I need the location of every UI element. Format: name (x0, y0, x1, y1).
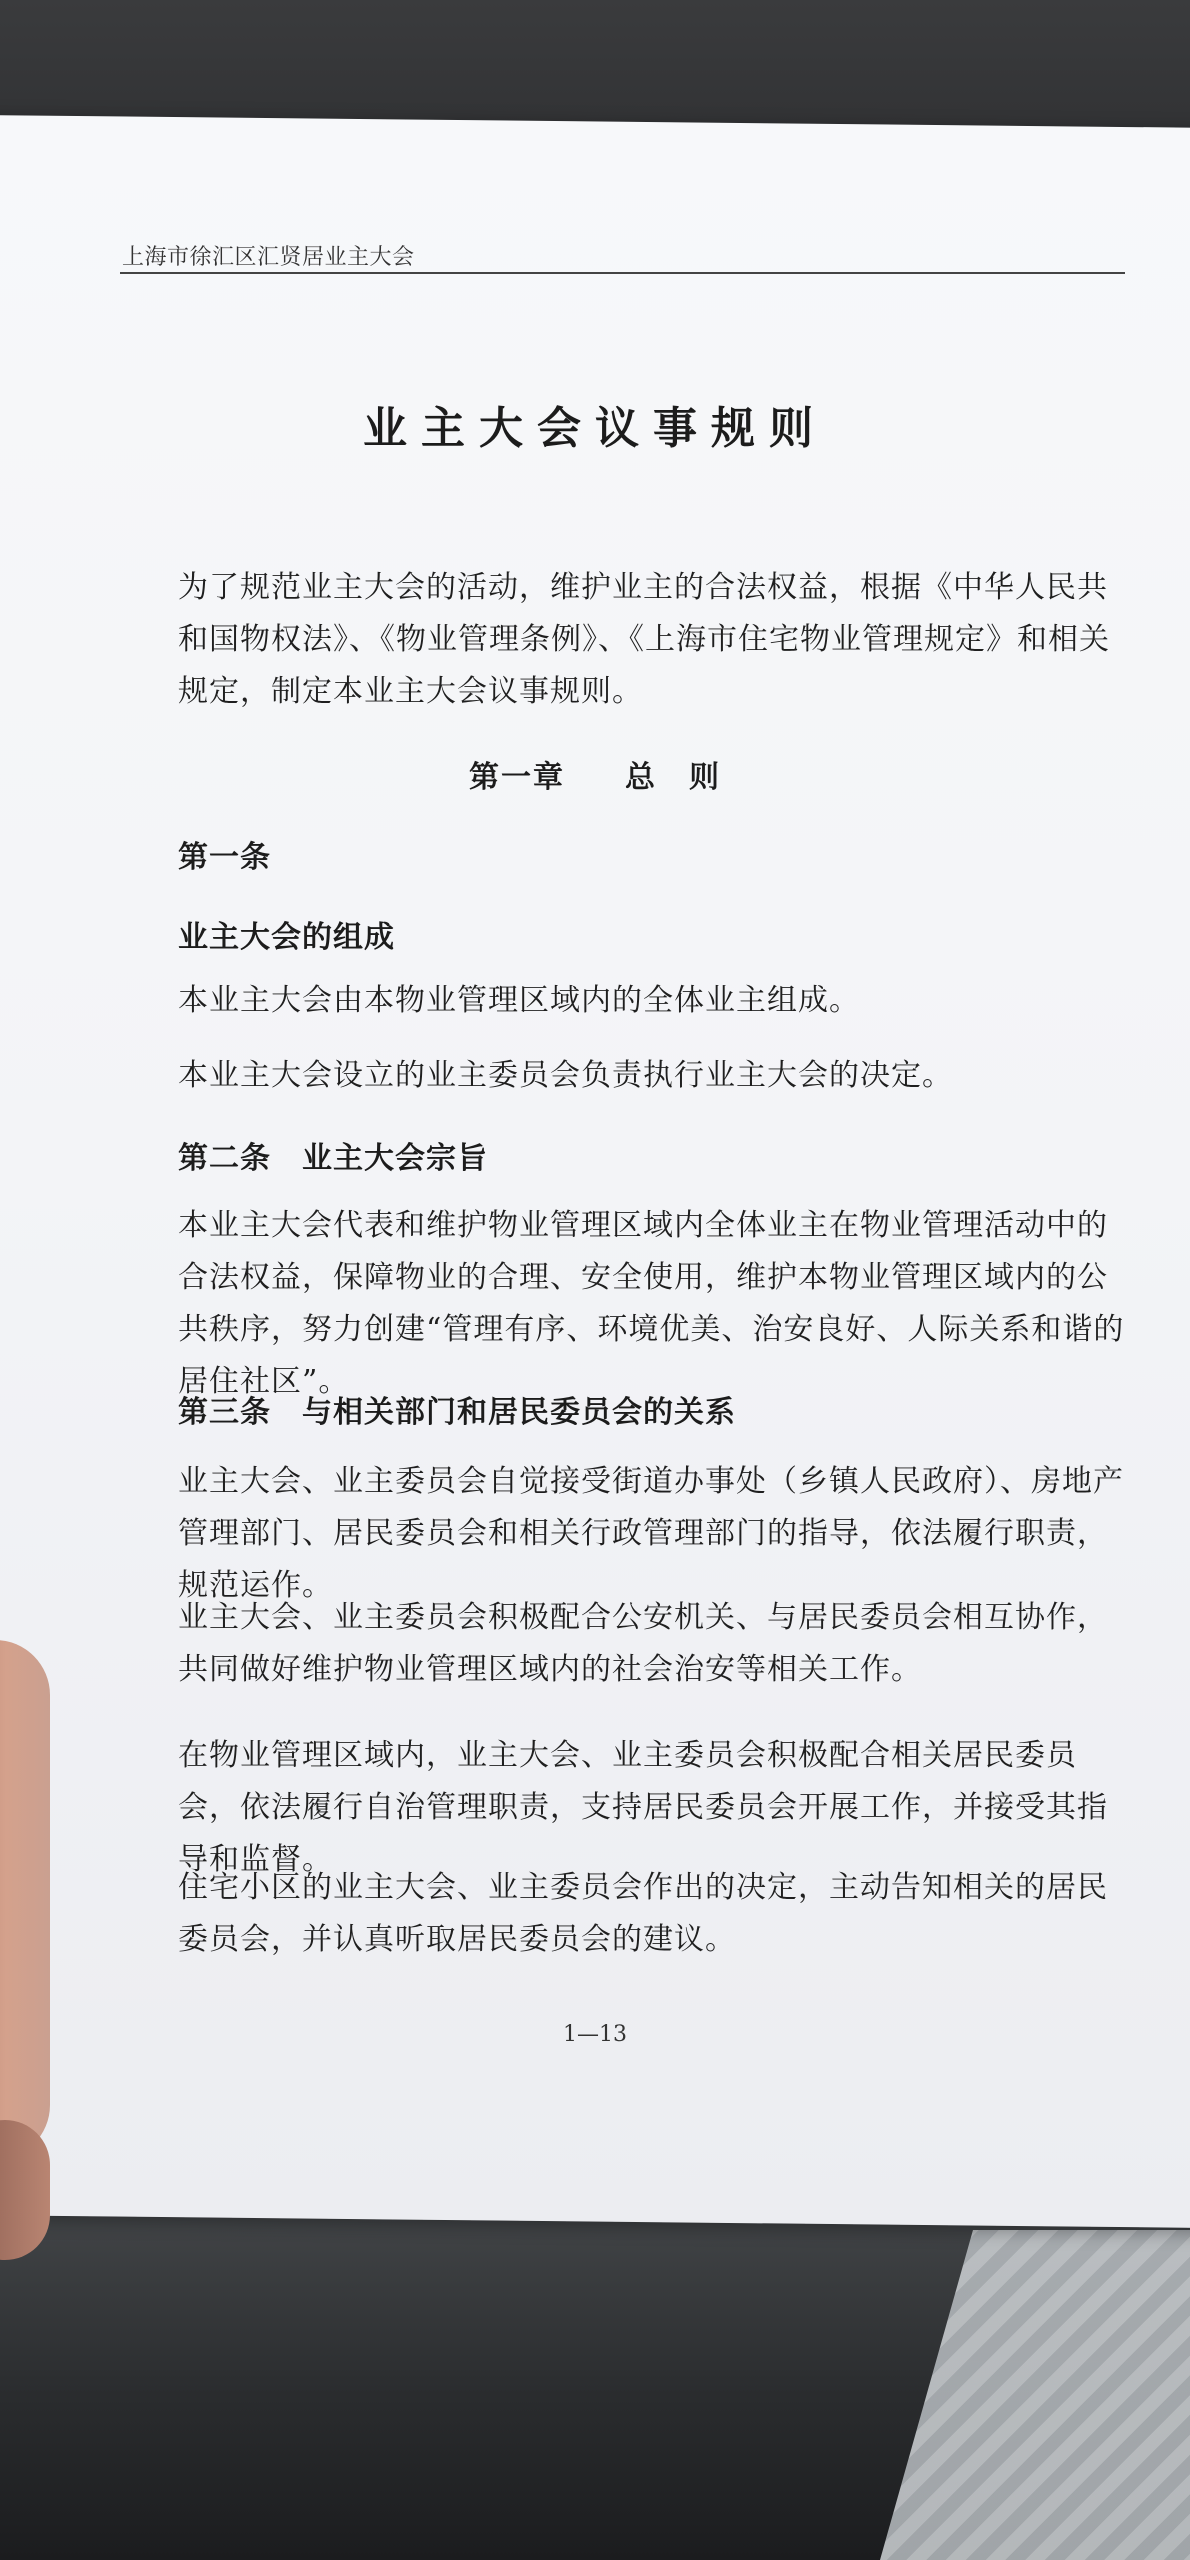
article3-paragraph-1: 业主大会、业主委员会自觉接受街道办事处（乡镇人民政府）、房地产管理部门、居民委员会和相关行政管理部门的指导，依法履行职责，规范运作。 (178, 1464, 1124, 1603)
article1-number: 第一条 (178, 840, 271, 875)
document-header: 上海市徐汇区汇贤居业主大会 (122, 245, 415, 270)
article3-paragraph-2: 业主大会、业主委员会积极配合公安机关、与居民委员会相互协作，共同做好维护物业管理区域内的社会治安等相关工作。 (178, 1600, 1108, 1687)
article3-paragraph-4: 住宅小区的业主大会、业主委员会作出的决定，主动告知相关的居民委员会，并认真听取居民委员会的建议。 (178, 1870, 1108, 1957)
header-rule (120, 272, 1125, 274)
document-title: 业主大会议事规则 (363, 403, 827, 454)
article2-heading: 第二条 业主大会宗旨 (178, 1141, 488, 1176)
article2-body (178, 1200, 1138, 1408)
finger (0, 1640, 50, 2160)
article3-heading: 第三条 与相关部门和居民委员会的关系 (178, 1395, 736, 1430)
preamble-text: 为了规范业主大会的活动，维护业主的合法权益，根据《中华人民共和国物权法》、《物业管理条例》、《上海市住宅物业管理规定》和相关规定，制定本业主大会议事规则。 (178, 570, 1110, 709)
preamble (178, 562, 1138, 718)
article1-paragraph-2: 本业主大会设立的业主委员会负责执行业主大会的决定。 (178, 1058, 953, 1093)
article3-paragraph-3: 在物业管理区域内，业主大会、业主委员会积极配合相关居民委员会，依法履行自治管理职责，支持居民委员会开展工作，并接受其指导和监督。 (178, 1738, 1108, 1877)
page-number: 1—13 (563, 2022, 627, 2047)
article3-paragraph-1-wrap (178, 1456, 1138, 1612)
article1-paragraph-1: 本业主大会由本物业管理区域内的全体业主组成。 (178, 983, 860, 1018)
article3-paragraph-4-wrap (178, 1862, 1138, 1966)
article3-paragraph-2-wrap (178, 1592, 1138, 1696)
finger-tip (0, 2120, 50, 2260)
article2-paragraph: 本业主大会代表和维护物业管理区域内全体业主在物业管理活动中的合法权益，保障物业的合理、安全使用，维护本物业管理区域内的公共秩序，努力创建“管理有序、环境优美、治安良好、人际关系和谐的居住社区”。 (178, 1208, 1125, 1399)
chapter-heading (0, 752, 1190, 796)
article1-heading: 业主大会的组成 (178, 920, 395, 955)
chapter-label: 第一章 (469, 760, 565, 795)
chapter-name: 总 则 (625, 760, 721, 795)
